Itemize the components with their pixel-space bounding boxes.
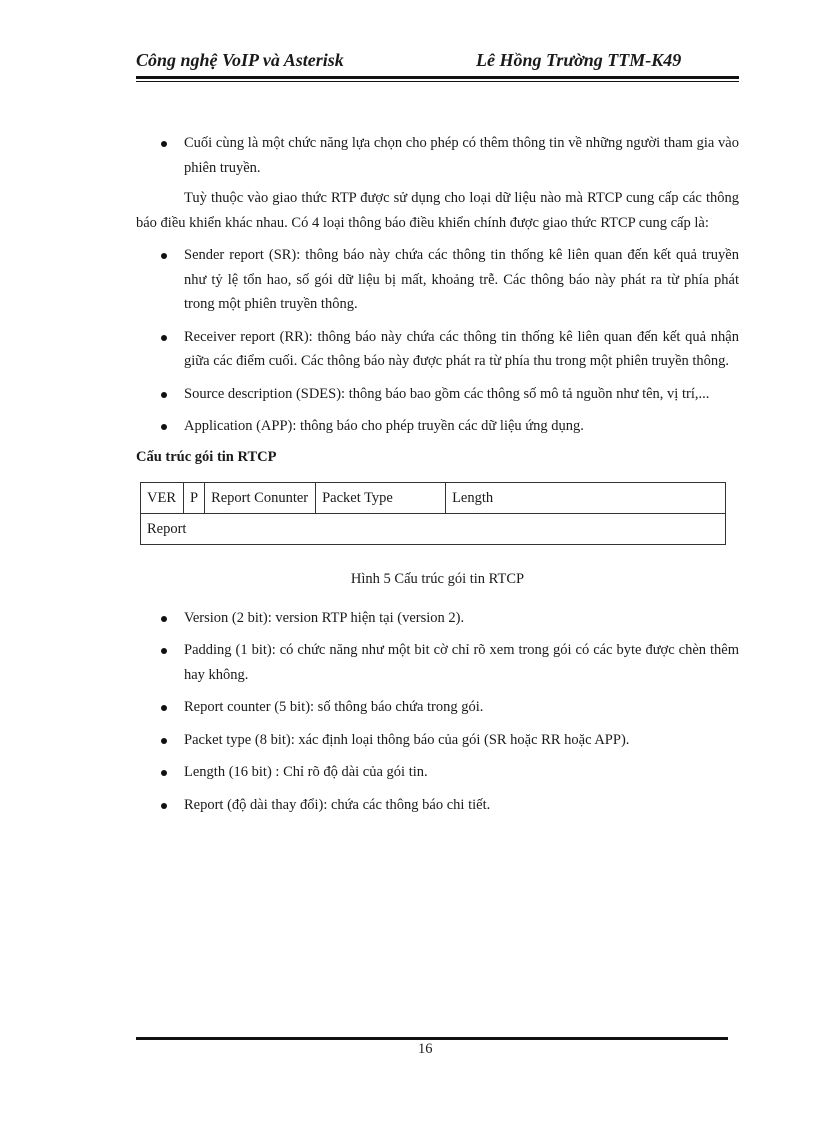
table-row: [141, 483, 726, 514]
list-item: Cuối cùng là một chức năng lựa chọn cho phép có thêm thông tin về những người tham gia vào phiên truyền.: [136, 131, 739, 180]
list-item: Sender report (SR): thông báo này chứa các thông tin thống kê liên quan đến kết quả truyền như tỷ lệ tổn hao, số gói dữ liệu bị mất, khoảng trễ. Các thông báo này phát ra từ phía phát trong một phiên truyền thông.: [136, 243, 739, 317]
page-number: 16: [418, 1041, 433, 1057]
body-paragraph: Tuỳ thuộc vào giao thức RTP được sử dụng cho loại dữ liệu nào mà RTCP cung cấp các thông báo điều khiển khác nhau. Có 4 loại thông báo điều khiển chính được giao thức RTCP cung cấp là:: [136, 190, 739, 231]
cell-packet-type: Packet Type: [316, 483, 446, 514]
intro-list: [136, 131, 739, 180]
header-rule-thin: [136, 81, 739, 82]
header-rule: [136, 76, 739, 79]
table-row: [141, 514, 726, 545]
cell-length: Length: [446, 483, 726, 514]
cell-p: P: [184, 483, 205, 514]
footer-rule: [136, 1037, 728, 1040]
cell-report-counter: Report Conunter: [205, 483, 316, 514]
figure-caption: Hình 5 Cấu trúc gói tin RTCP: [350, 571, 525, 587]
cell-report: Report: [141, 514, 726, 545]
list-item: Receiver report (RR): thông báo này chứa các thông tin thống kê liên quan đến kết quả nhận giữa các điểm cuối. Các thông báo này được phát ra từ phía thu trong một phiên truyền thông.: [136, 325, 739, 374]
list-item: Version (2 bit): version RTP hiện tại (version 2).: [136, 606, 739, 631]
page-body: [136, 131, 739, 817]
list-item: Report (độ dài thay đổi): chứa các thông báo chi tiết.: [136, 793, 739, 818]
list-item: Report counter (5 bit): số thông báo chứa trong gói.: [136, 695, 739, 720]
list-item: Source description (SDES): thông báo bao gồm các thông số mô tả nguồn như tên, vị trí,...: [136, 382, 739, 407]
cell-ver: VER: [141, 483, 184, 514]
message-type-list: [136, 243, 739, 439]
section-heading: Cấu trúc gói tin RTCP: [136, 448, 277, 465]
list-item: Padding (1 bit): có chức năng như một bit cờ chỉ rõ xem trong gói có các byte được chèn thêm hay không.: [136, 638, 739, 687]
page-header: [136, 48, 739, 78]
header-author: Lê Hồng Trường TTM-K49: [476, 50, 682, 70]
header-document-title: Công nghệ VoIP và Asterisk: [136, 50, 344, 70]
rtcp-packet-table: [140, 482, 726, 545]
list-item: Length (16 bit) : Chỉ rõ độ dài của gói tin.: [136, 760, 739, 785]
list-item: Packet type (8 bit): xác định loại thông báo của gói (SR hoặc RR hoặc APP).: [136, 728, 739, 753]
list-item: Application (APP): thông báo cho phép truyền các dữ liệu ứng dụng.: [136, 414, 739, 439]
field-list: [136, 606, 739, 818]
